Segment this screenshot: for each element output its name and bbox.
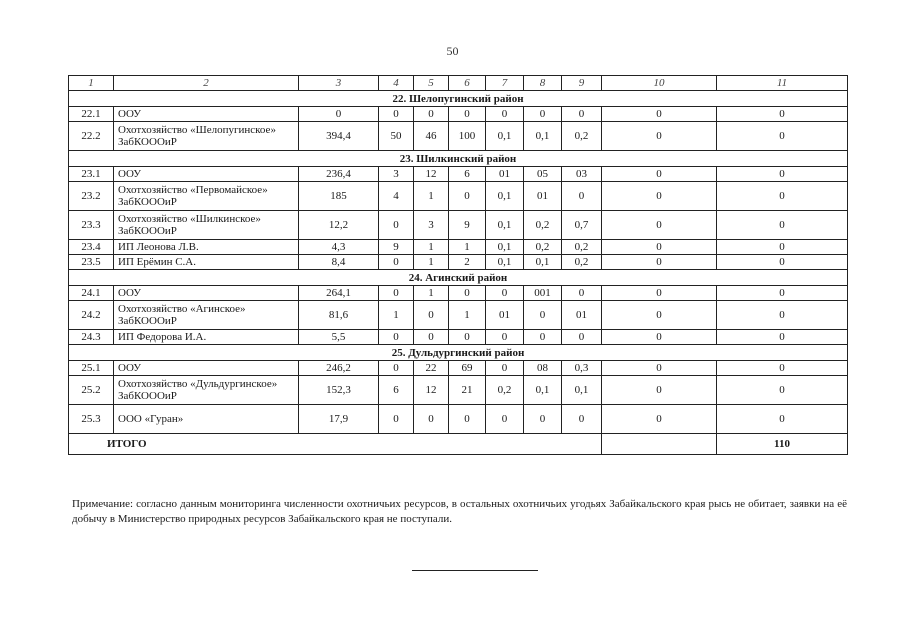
value-cell: 0 [524,301,562,330]
value-cell: 0 [602,167,717,182]
value-cell: 0 [414,107,449,122]
resource-table [68,75,848,455]
value-cell: 0 [717,211,848,240]
value-cell: 0 [562,405,602,434]
value-cell: 0 [717,167,848,182]
value-cell: 1 [414,240,449,255]
value-cell: 81,6 [299,301,379,330]
value-cell: 0 [486,286,524,301]
value-cell: 22 [414,361,449,376]
column-header: 6 [449,76,486,91]
value-cell: 0 [414,405,449,434]
value-cell: 0 [379,330,414,345]
value-cell: 2 [449,255,486,270]
value-cell: 0,1 [562,376,602,405]
row-number: 23.3 [69,211,114,240]
value-cell: 0,1 [486,255,524,270]
column-header: 8 [524,76,562,91]
header-row [69,76,848,91]
value-cell: 0 [602,301,717,330]
value-cell: 1 [379,301,414,330]
value-cell: 0 [562,286,602,301]
value-cell: 0 [524,330,562,345]
value-cell: 0 [379,107,414,122]
value-cell: 9 [449,211,486,240]
column-header: 10 [602,76,717,91]
value-cell: 3 [414,211,449,240]
row-number: 22.2 [69,122,114,151]
holder-name: ООУ [114,361,299,376]
value-cell: 0 [524,405,562,434]
value-cell: 0 [379,211,414,240]
column-header: 5 [414,76,449,91]
value-cell: 1 [449,301,486,330]
value-cell: 0 [414,330,449,345]
table-row [69,107,848,122]
value-cell: 0 [717,255,848,270]
value-cell: 0 [602,182,717,211]
value-cell: 0,2 [486,376,524,405]
value-cell: 0 [717,301,848,330]
value-cell: 264,1 [299,286,379,301]
total-row [69,434,848,455]
value-cell: 0,1 [486,240,524,255]
value-cell: 01 [486,167,524,182]
total-col10 [602,434,717,455]
holder-name: Охотхозяйство «Агинское» ЗабКОООиР [114,301,299,330]
holder-name: Охотхозяйство «Дульдургинское» ЗабКОООиР [114,376,299,405]
value-cell: 5,5 [299,330,379,345]
value-cell: 6 [449,167,486,182]
value-cell: 0,2 [524,240,562,255]
value-cell: 05 [524,167,562,182]
value-cell: 0 [562,182,602,211]
value-cell: 12,2 [299,211,379,240]
value-cell: 0 [602,376,717,405]
value-cell: 1 [414,255,449,270]
value-cell: 0 [299,107,379,122]
value-cell: 12 [414,376,449,405]
row-number: 23.2 [69,182,114,211]
value-cell: 01 [562,301,602,330]
holder-name: Охотхозяйство «Шилкинское» ЗабКОООиР [114,211,299,240]
value-cell: 001 [524,286,562,301]
value-cell: 0 [486,361,524,376]
table-row [69,330,848,345]
table-row [69,167,848,182]
district-title: 25. Дульдургинский район [69,345,848,361]
value-cell: 0,1 [524,376,562,405]
value-cell: 4 [379,182,414,211]
value-cell: 0,2 [562,255,602,270]
table-row [69,301,848,330]
value-cell: 0 [449,182,486,211]
value-cell: 100 [449,122,486,151]
value-cell: 9 [379,240,414,255]
footnote: Примечание: согласно данным мониторинга численности охотничьих ресурсов, в остальных охотничьих угодьях Забайкальского края рысь не обитает, заявки на её добычу в Министерство природных ресурсов Забайкальского края не поступали. [72,498,847,525]
row-number: 23.1 [69,167,114,182]
row-number: 23.4 [69,240,114,255]
holder-name: ИП Ерёмин С.А. [114,255,299,270]
value-cell: 46 [414,122,449,151]
column-header: 7 [486,76,524,91]
row-number: 23.5 [69,255,114,270]
value-cell: 0 [379,286,414,301]
table-row [69,376,848,405]
column-header: 9 [562,76,602,91]
value-cell: 0 [717,240,848,255]
value-cell: 6 [379,376,414,405]
value-cell: 0,2 [562,122,602,151]
value-cell: 246,2 [299,361,379,376]
column-header: 4 [379,76,414,91]
row-number: 24.2 [69,301,114,330]
value-cell: 0,1 [524,122,562,151]
value-cell: 0 [602,405,717,434]
value-cell: 3 [379,167,414,182]
value-cell: 0 [602,361,717,376]
value-cell: 0,2 [562,240,602,255]
value-cell: 185 [299,182,379,211]
table-row [69,211,848,240]
value-cell: 50 [379,122,414,151]
footer-divider [412,570,538,571]
value-cell: 0 [379,361,414,376]
value-cell: 0,1 [486,122,524,151]
table-row [69,182,848,211]
value-cell: 0 [717,376,848,405]
value-cell: 1 [414,182,449,211]
value-cell: 0 [414,301,449,330]
total-value: 110 [717,434,848,455]
holder-name: Охотхозяйство «Первомайское» ЗабКОООиР [114,182,299,211]
value-cell: 0,1 [486,182,524,211]
district-title: 23. Шилкинский район [69,151,848,167]
value-cell: 0 [602,122,717,151]
value-cell: 4,3 [299,240,379,255]
value-cell: 12 [414,167,449,182]
holder-name: ИП Леонова Л.В. [114,240,299,255]
district-row [69,151,848,167]
column-header: 3 [299,76,379,91]
value-cell: 0 [717,361,848,376]
value-cell: 1 [449,240,486,255]
row-number: 22.1 [69,107,114,122]
column-header: 2 [114,76,299,91]
column-header: 1 [69,76,114,91]
value-cell: 0 [717,107,848,122]
value-cell: 01 [524,182,562,211]
table-row [69,405,848,434]
value-cell: 0 [717,405,848,434]
table-row [69,122,848,151]
district-row [69,91,848,107]
holder-name: ООУ [114,286,299,301]
row-number: 25.2 [69,376,114,405]
holder-name: ИП Федорова И.А. [114,330,299,345]
district-title: 24. Агинский район [69,270,848,286]
district-row [69,345,848,361]
holder-name: ООУ [114,107,299,122]
value-cell: 0 [602,330,717,345]
value-cell: 236,4 [299,167,379,182]
value-cell: 21 [449,376,486,405]
table-row [69,240,848,255]
value-cell: 0 [524,107,562,122]
page-number: 50 [446,44,459,58]
value-cell: 0 [602,107,717,122]
value-cell: 0 [602,211,717,240]
value-cell: 0 [379,255,414,270]
total-label: ИТОГО [69,434,602,455]
value-cell: 1 [414,286,449,301]
value-cell: 17,9 [299,405,379,434]
value-cell: 69 [449,361,486,376]
value-cell: 0,2 [524,211,562,240]
value-cell: 0,3 [562,361,602,376]
value-cell: 0 [449,330,486,345]
value-cell: 08 [524,361,562,376]
value-cell: 0 [602,240,717,255]
value-cell: 0 [486,330,524,345]
value-cell: 0 [717,182,848,211]
value-cell: 0 [602,286,717,301]
value-cell: 152,3 [299,376,379,405]
value-cell: 0 [449,286,486,301]
table-row [69,255,848,270]
value-cell: 03 [562,167,602,182]
value-cell: 0 [562,107,602,122]
row-number: 24.3 [69,330,114,345]
value-cell: 0 [717,122,848,151]
value-cell: 0 [449,405,486,434]
value-cell: 0 [717,286,848,301]
table-row [69,361,848,376]
value-cell: 01 [486,301,524,330]
row-number: 25.1 [69,361,114,376]
value-cell: 8,4 [299,255,379,270]
value-cell: 0 [379,405,414,434]
value-cell: 0 [486,405,524,434]
value-cell: 0 [717,330,848,345]
value-cell: 0 [562,330,602,345]
value-cell: 0 [602,255,717,270]
district-row [69,270,848,286]
value-cell: 0,7 [562,211,602,240]
holder-name: Охотхозяйство «Шелопугинское» ЗабКОООиР [114,122,299,151]
district-title: 22. Шелопугинский район [69,91,848,107]
holder-name: ООО «Гуран» [114,405,299,434]
row-number: 25.3 [69,405,114,434]
table-row [69,286,848,301]
value-cell: 0 [486,107,524,122]
value-cell: 0 [449,107,486,122]
value-cell: 0,1 [486,211,524,240]
holder-name: ООУ [114,167,299,182]
column-header: 11 [717,76,848,91]
value-cell: 0,1 [524,255,562,270]
value-cell: 394,4 [299,122,379,151]
row-number: 24.1 [69,286,114,301]
